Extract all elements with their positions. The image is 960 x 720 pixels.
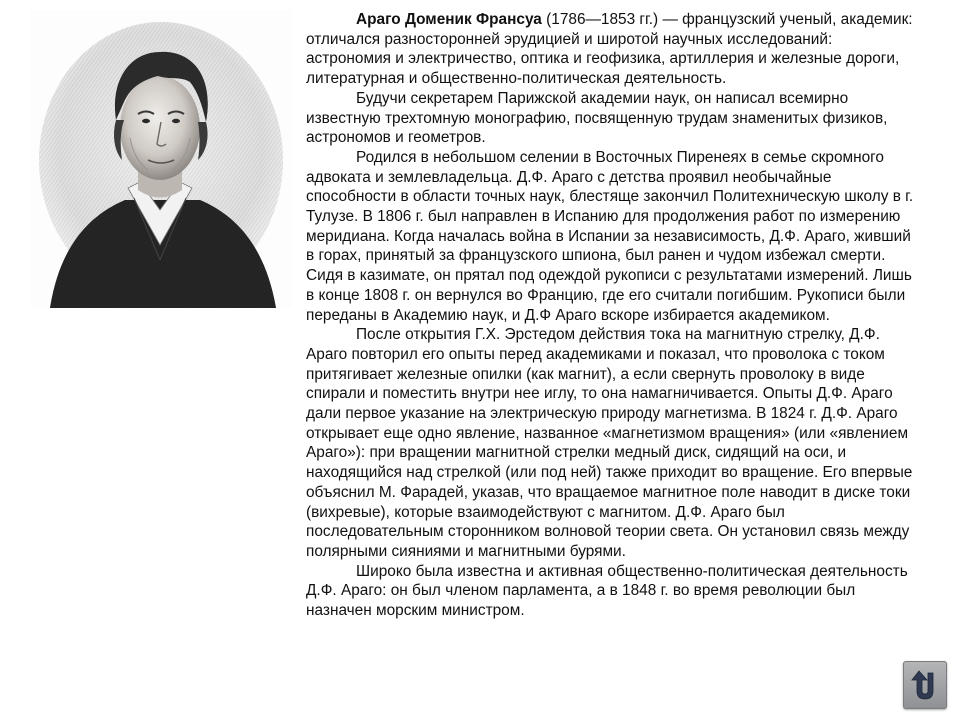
paragraph-intro [306, 10, 916, 89]
paragraph-politics: Широко была известна и активная общественно-политическая деятельность Д.Ф. Араго: он был членом парламента, а в 1848 г. во время революции был назначен морским министром. [306, 562, 908, 620]
back-button[interactable] [903, 661, 947, 709]
person-name: Араго Доменик Франсуа [356, 11, 542, 28]
portrait-image [30, 10, 292, 308]
paragraph-biography: Родился в небольшом селении в Восточных Пиренеях в семье скромного адвоката и землевладельца. Д.Ф. Араго с детства проявил необычайные способности в области точных наук, блестяще закончил Политехническую школу в г. Тулузе. В 1806 г. был направлен в Испанию для продолжения работ по измерению меридиана. Когда началась война в Испании за независимость, Д.Ф. Араго, живший в горах, принятый за французского шпиона, был ранен и чудом избежал смерти. Сидя в казимате, он прятал под одеждой рукописи с результатами измерений. Лишь в конце 1808 г. он вернулся во Францию, где его считали погибшим. Рукописи были переданы в Академию наук, и Д.Ф Араго вскоре избирается академиком. [306, 148, 914, 324]
paragraph-magnetism: После открытия Г.Х. Эрстедом действия тока на магнитную стрелку, Д.Ф. Араго повторил его опыты перед академиками и показал, что проволока с током притягивает железные опилки (как магнит), а если свернуть проволоку в виде спирали и поместить внутри нее иглу, то она намагничивается. Опыты Д.Ф. Араго дали первое указание на электрическую природу магнетизма. В 1824 г. Д.Ф. Араго открывает еще одно явление, названное «магнетизмом вращения» (или «явлением Араго»): при вращении магнитной стрелки медный диск, сидящий на оси, и находящийся над стрелкой (или под ней) также приходит во вращение. Его впервые объяснил М. Фарадей, указав, что вращаемое магнитное поле наводит в диске токи (вихревые), которые взаимодействуют с магнитом. Д.Ф. Араго был последовательным сторонником волновой теории света. Он установил связь между полярными сияниями и магнитными бурями. [306, 326, 913, 560]
intro-text: (1786—1853 гг.) — французский ученый, академик: отличался разносторонней эрудицией и широтой научных исследований: астрономия и электричество, оптика и геофизика, артиллерия и железные дороги, литературная и общественно-политическая деятельность. [306, 11, 913, 88]
article-text [306, 10, 916, 621]
return-arrow-icon [909, 667, 941, 703]
portrait-engraving [30, 10, 292, 308]
paragraph-secretary: Будучи секретарем Парижской академии наук, он написал всемирно известную трехтомную монографию, посвященную трудам знаменитых физиков, астрономов и геометров. [306, 89, 888, 147]
